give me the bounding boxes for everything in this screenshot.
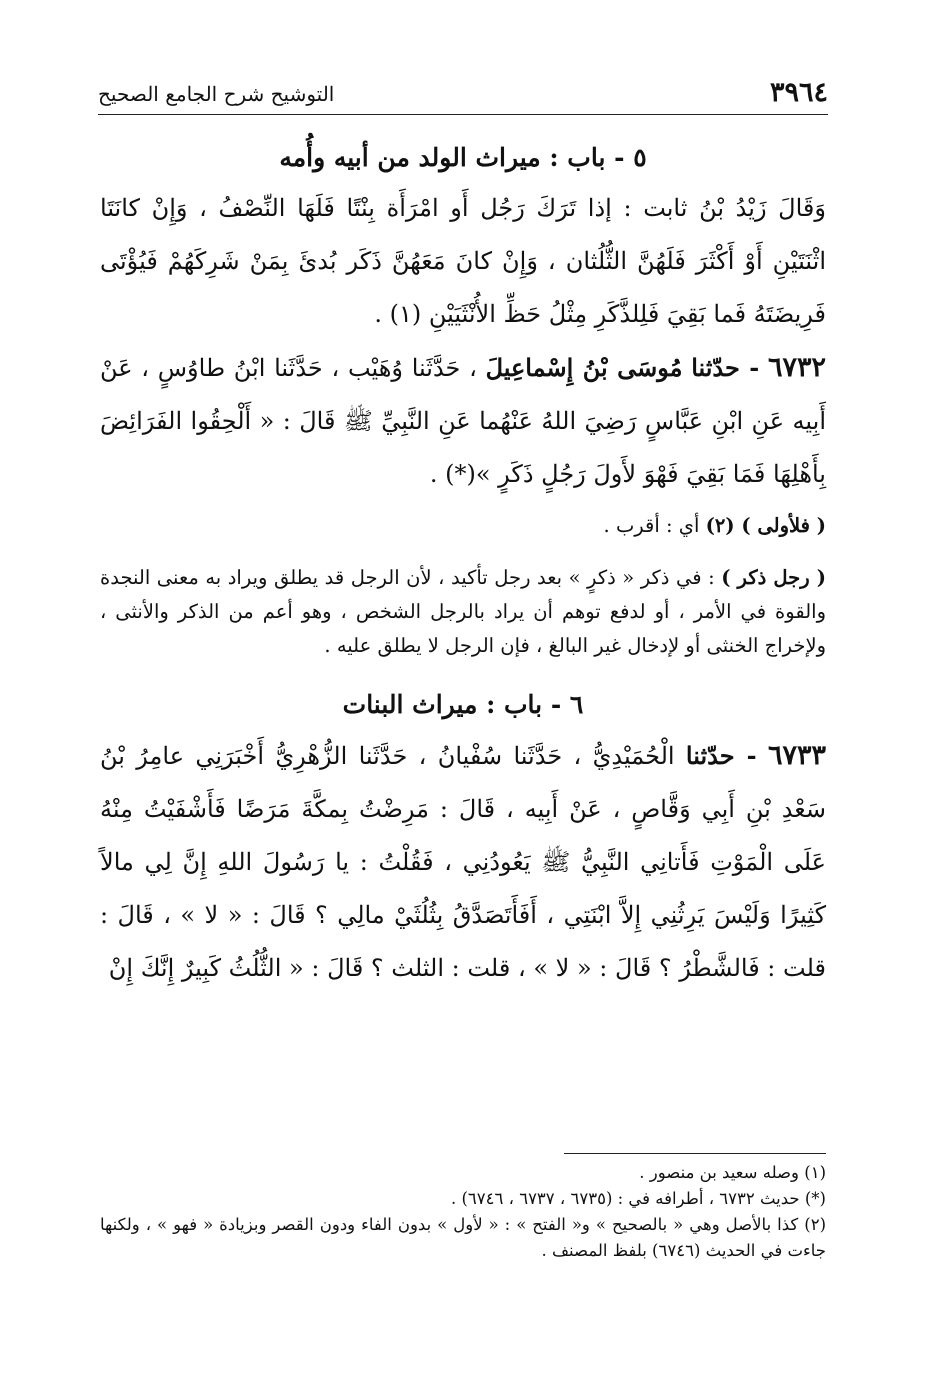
chapter-heading-5: ٥ - باب : ميراث الولد من أبيه وأُمه <box>279 143 647 172</box>
hadith-narrator: مُوسَى بْنُ إِسْماعِيلَ <box>485 353 683 382</box>
footnote-2: (٢) كذا بالأصل وهي « بالصحيح » و« الفتح » : « لأول » بدون الفاء ودون القصر وبزيادة « فهو » ، ولكنها جاءت في الحديث (٦٧٤٦) بلفظ المصنف . <box>100 1215 826 1260</box>
hadith-text: ، حَدَّثَنا وُهَيْب ، حَدَّثَنا ابْنُ طاوُسٍ ، عَنْ أَبِيه عَنِ ابْنِ عَبَّاسٍ رَضِيَ اللهُ عَنْهُما عَنِ النَّبِيِّ ﷺ قَالَ : « أَلْحِقُوا الفَرَائِضَ بِأَهْلِهَا فَمَا بَقِيَ فَهْوَ لأَولَ رَجُلٍ ذَكَرٍ »(*) . <box>100 354 826 488</box>
chapter-heading-6: ٦ - باب : ميراث البنات <box>342 690 584 719</box>
hadith-intro: - حدّثنا <box>685 741 757 770</box>
hadith-narrator: الْحُمَيْدِيُّ <box>592 742 675 770</box>
hadith-intro: - حدّثنا <box>691 353 760 382</box>
footnote-divider <box>564 1153 826 1154</box>
commentary-gloss-2 <box>100 561 826 663</box>
gloss-term: ( رجل ذكر ) <box>721 566 826 589</box>
gloss-text: : في ذكر « ذكرٍ » بعد رجل تأكيد ، لأن الرجل قد يطلق ويراد به معنى النجدة والقوة في الأمر ، أو لدفع توهم أن يراد بالرجل الشخص ، وهو أعم من الذكر والأنثى ، ولإخراج الخنثى أو لإدخال غير البالغ ، فإن الرجل لا يطلق عليه . <box>100 566 826 657</box>
footnote-1: (١) وصله سعيد بن منصور . <box>639 1163 826 1182</box>
hadith-6732 <box>100 341 826 501</box>
running-title: التوشيح شرح الجامع الصحيح <box>98 82 335 106</box>
footnotes <box>100 1160 826 1264</box>
footnote-star: (*) حديث ٦٧٣٢ ، أطرافه في : (٦٧٣٥ ، ٦٧٣٧ ، ٦٧٤٦) . <box>450 1189 826 1208</box>
gloss-term: ( فلأولى ) (٢) <box>705 514 826 537</box>
chapter-5-text: وَقَالَ زَيْدُ بْنُ ثابت : إذا تَرَكَ رَجُل أَو امْرَأَة بِنْتًا فَلَهَا النِّصْفُ ، وَإِنْ كانَتَا اثْنَتَيْنِ أَوْ أَكْثَرَ فَلَهُنَّ الثُّلُثان ، وَإِنْ كانَ مَعَهُنَّ ذَكَر بُدئَ بِمَنْ شَرِكَهُمْ فَيُؤْتَى فَرِيضَتَهُ فَما بَقِيَ فَلِلذَّكَرِ مِثْلُ حَظِّ الأُنْثَيَيْنِ (١) . <box>100 194 827 328</box>
hadith-6733 <box>100 729 826 995</box>
hadith-number: ٦٧٣٢ <box>767 352 826 383</box>
page-body <box>100 134 826 995</box>
page-header <box>98 74 828 115</box>
commentary-gloss-1 <box>100 509 826 543</box>
hadith-text: ، حَدَّثَنا سُفْيانُ ، حَدَّثَنا الزُّهْرِيُّ أَخْبَرَنِي عامِرُ بْنُ سَعْدِ بْنِ أَبِي وَقَّاصٍ ، عَنْ أَبِيه ، قَالَ : مَرِضْتُ بِمكَّةَ مَرَضًا فَأَشْفَيْتُ مِنْهُ عَلَى الْمَوْتِ فَأَتانِي النَّبِيُّ ﷺ يَعُودُنِي ، فَقُلْتُ : يا رَسُولَ اللهِ إِنَّ لِي مالاً كَثِيرًا وَلَيْسَ يَرِثُنِي إِلاَّ ابْنَتِي ، أَفَأَتَصَدَّقُ بِثُلُثَيْ مالِي ؟ قَالَ : « لا » ، قَالَ : قلت : فَالشَّطْرُ ؟ قَالَ : « لا » ، قلت : الثلث ؟ قَالَ : « الثُّلُثُ كَبِيرٌ إِنَّكَ إِنْ <box>100 742 826 982</box>
hadith-number: ٦٧٣٣ <box>767 740 826 771</box>
page-number: ٣٩٦٤ <box>769 77 828 108</box>
gloss-text: أي : أقرب . <box>603 514 700 537</box>
